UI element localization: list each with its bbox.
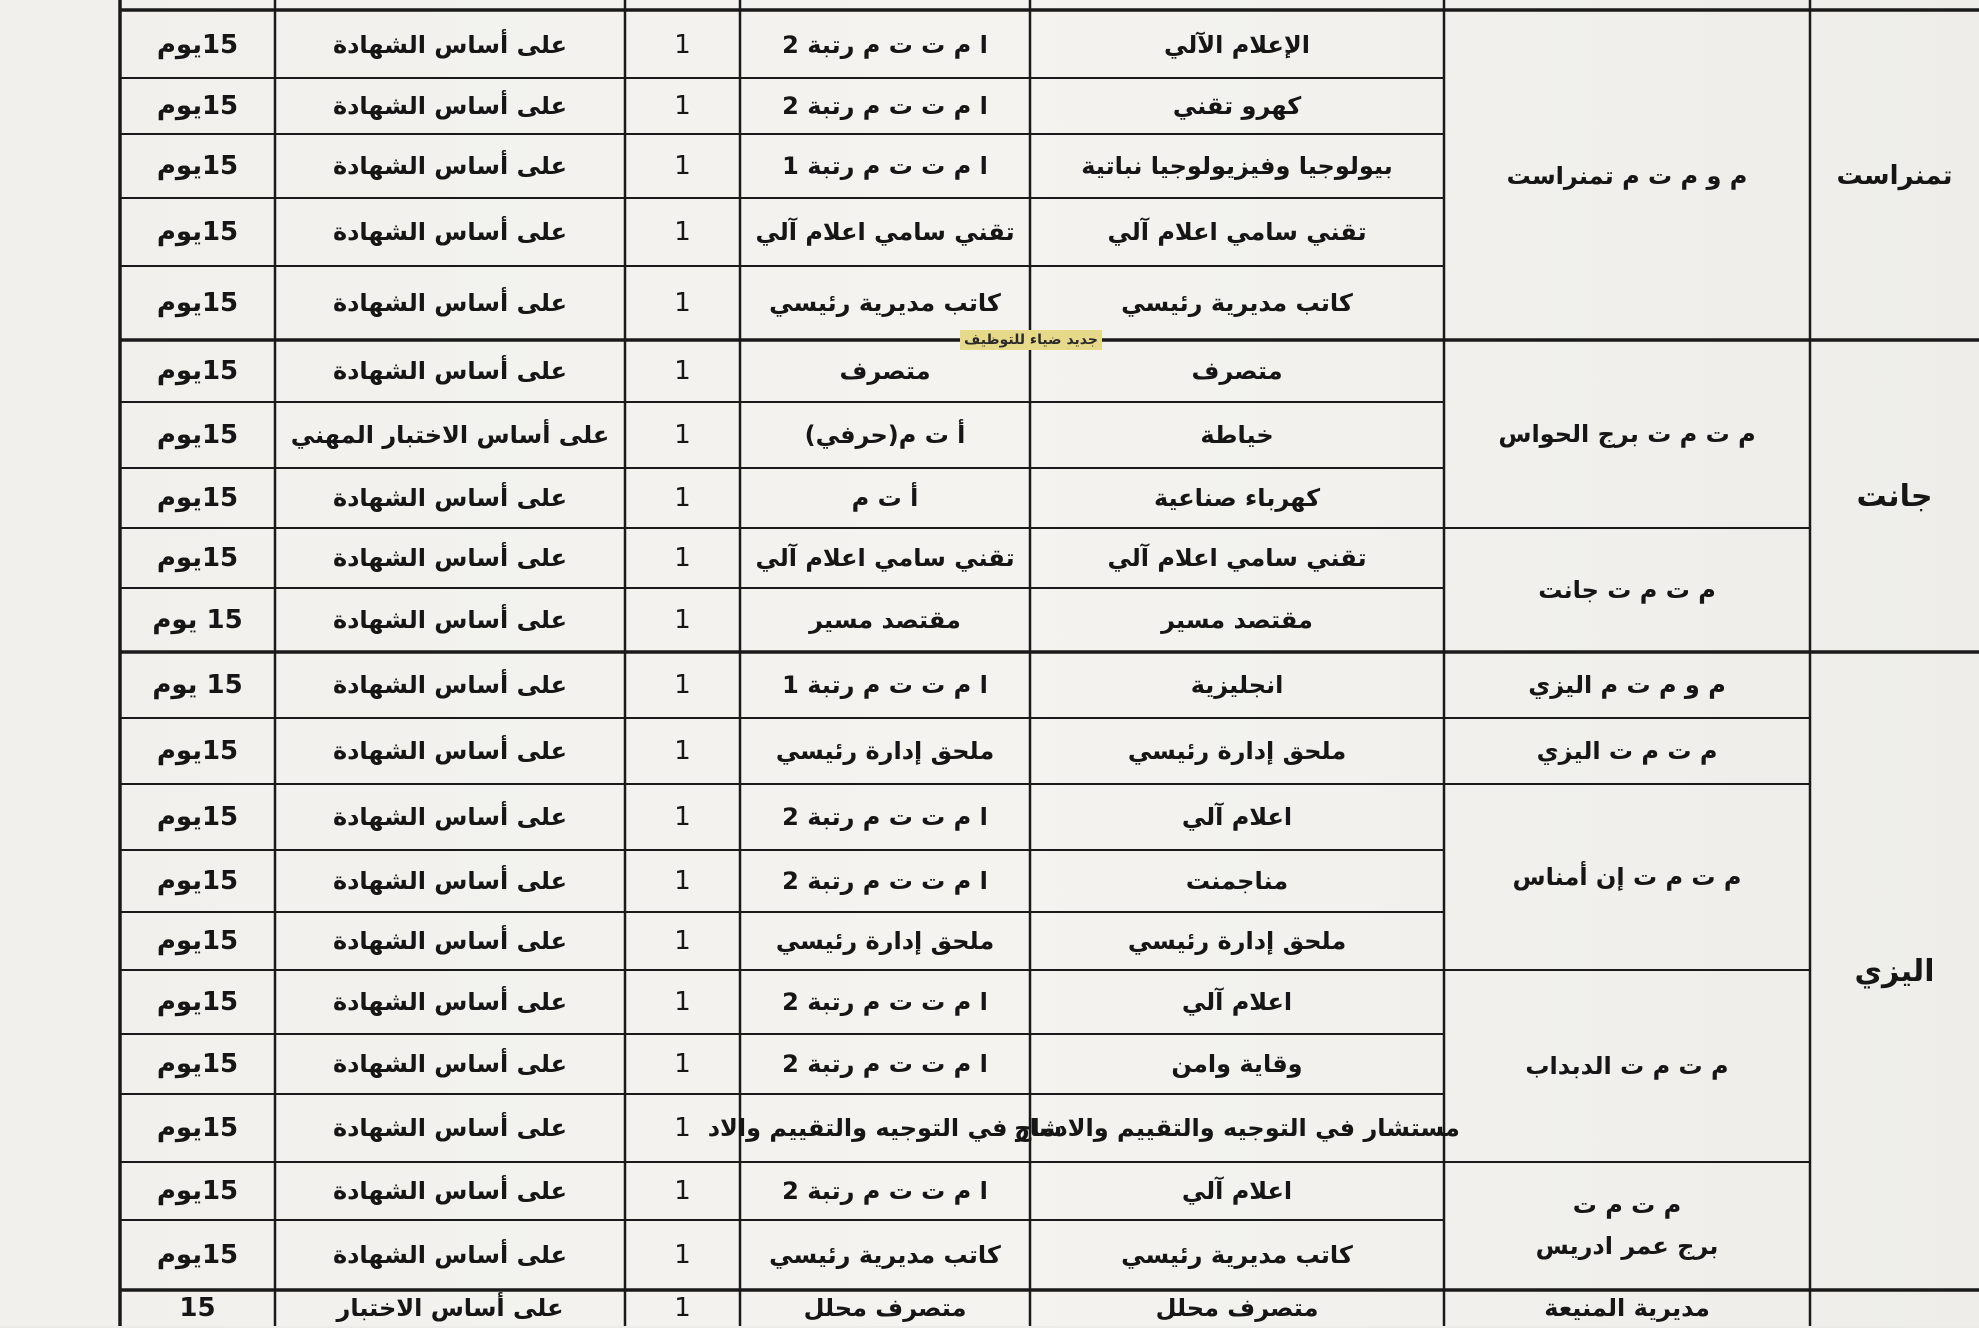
institution-cell: م و م ت م اليزي [1528,670,1726,699]
recruitment-mode-cell: على أساس الشهادة [332,218,568,246]
recruitment-mode-cell: على أساس الشهادة [332,31,568,59]
recruitment-mode-cell: على أساس الشهادة [332,357,568,385]
specialty-cell: كاتب مديرية رئيسي [1121,289,1353,317]
recruitment-mode-cell: على أساس الشهادة [332,867,568,895]
recruitment-mode-cell: على أساس الشهادة [332,927,568,955]
post-count-cell: 1 [674,356,691,386]
duration-cell: 15يوم [156,356,239,386]
institution-cell: م و م ت م تمنراست [1506,161,1748,190]
specialty-cell: اعلام آلي [1181,988,1293,1016]
specialty-cell: كهرو تقني [1172,92,1302,120]
specialty-cell: مناجمنت [1185,867,1289,895]
grade-cell: ا م ت ت م رتبة 2 [782,1050,988,1078]
specialty-cell: كاتب مديرية رئيسي [1121,1241,1353,1269]
specialty-cell: الإعلام الآلي [1163,31,1311,59]
recruitment-mode-cell: على أساس الشهادة [332,737,568,765]
specialty-cell: متصرف [1191,357,1283,385]
duration-cell: 15يوم [156,217,239,247]
grade-cell: ا م ت ت م رتبة 1 [782,671,988,699]
post-count-cell: 1 [674,91,691,121]
post-count-cell: 1 [674,736,691,766]
grade-cell: تقني سامي اعلام آلي [755,544,1015,572]
grade-cell: ا م ت ت م رتبة 2 [782,803,988,831]
institution-cell: م ت م ت الدبداب [1525,1051,1729,1080]
institution-cell: م ت م ت برج الحواس [1498,419,1756,448]
duration-cell: 15 [179,1293,216,1323]
grade-cell: مقتصد مسير [809,606,961,634]
city-cell: جانت [1856,478,1933,514]
duration-cell: 15يوم [156,151,239,181]
recruitment-mode-cell: على أساس الشهادة [332,1050,568,1078]
post-count-cell: 1 [674,802,691,832]
recruitment-mode-cell: على أساس الشهادة [332,92,568,120]
post-count-cell: 1 [674,866,691,896]
post-count-cell: 1 [674,605,691,635]
post-count-cell: 1 [674,1293,691,1323]
recruitment-mode-cell: على أساس الشهادة [332,988,568,1016]
grade-cell: ملحق إدارة رئيسي [775,737,995,765]
specialty-cell: ملحق إدارة رئيسي [1127,737,1347,765]
post-count-cell: 1 [674,543,691,573]
specialty-cell: تقني سامي اعلام آلي [1107,218,1367,246]
grade-cell: متصرف [839,357,931,385]
duration-cell: 15يوم [156,1240,239,1270]
specialty-cell: وقاية وامن [1171,1050,1303,1078]
duration-cell: 15يوم [156,1049,239,1079]
recruitment-mode-cell: على أساس الشهادة [332,671,568,699]
post-count-cell: 1 [674,1049,691,1079]
post-count-cell: 1 [674,151,691,181]
specialty-cell: خياطة [1200,421,1274,449]
watermark-label: جديد ضياء للتوظيف [960,330,1102,350]
grade-cell: أ ت م(حرفي) [804,421,966,449]
recruitment-mode-cell: على أساس الشهادة [332,1114,568,1142]
specialty-cell: بيولوجيا وفيزيولوجيا نباتية [1081,152,1393,180]
grade-cell: ا م ت ت م رتبة 2 [782,988,988,1016]
duration-cell: 15 يوم [152,670,243,700]
grade-cell: تقني سامي اعلام آلي [755,218,1015,246]
duration-cell: 15يوم [156,926,239,956]
post-count-cell: 1 [674,926,691,956]
duration-cell: 15يوم [156,987,239,1017]
grade-cell: ا م ت ت م رتبة 2 [782,867,988,895]
duration-cell: 15يوم [156,483,239,513]
specialty-cell: تقني سامي اعلام آلي [1107,544,1367,572]
post-count-cell: 1 [674,1113,691,1143]
post-count-cell: 1 [674,1176,691,1206]
recruitment-mode-cell: على أساس الشهادة [332,289,568,317]
city-cell: تمنراست [1836,161,1953,191]
post-count-cell: 1 [674,420,691,450]
specialty-cell: كهرباء صناعية [1153,484,1321,512]
duration-cell: 15يوم [156,1176,239,1206]
duration-cell: 15يوم [156,91,239,121]
duration-cell: 15 يوم [152,605,243,635]
institution-cell: م ت م ت جانت [1538,575,1716,604]
grade-cell: متصرف محلل [803,1294,967,1322]
duration-cell: 15يوم [156,30,239,60]
recruitment-mode-cell: على أساس الشهادة [332,803,568,831]
recruitment-mode-cell: على أساس الشهادة [332,484,568,512]
grade-cell: أ ت م [851,484,919,512]
specialty-cell: مقتصد مسير [1161,606,1313,634]
recruitment-mode-cell: على أساس الشهادة [332,606,568,634]
duration-cell: 15يوم [156,420,239,450]
specialty-cell: انجليزية [1190,671,1284,699]
grade-cell: ملحق إدارة رئيسي [775,927,995,955]
post-count-cell: 1 [674,288,691,318]
recruitment-mode-cell: على أساس الشهادة [332,1241,568,1269]
duration-cell: 15يوم [156,802,239,832]
recruitment-mode-cell: على أساس الاختبار [336,1294,564,1322]
duration-cell: 15يوم [156,543,239,573]
post-count-cell: 1 [674,1240,691,1270]
institution-cell: م ت م ت اليزي [1536,736,1718,765]
specialty-cell: اعلام آلي [1181,803,1293,831]
post-count-cell: 1 [674,670,691,700]
post-count-cell: 1 [674,483,691,513]
grade-cell: كاتب مديرية رئيسي [769,289,1001,317]
grade-cell: ا م ت ت م رتبة 2 [782,1177,988,1205]
specialty-cell: ملحق إدارة رئيسي [1127,927,1347,955]
recruitment-mode-cell: على أساس الشهادة [332,544,568,572]
grade-cell: كاتب مديرية رئيسي [769,1241,1001,1269]
duration-cell: 15يوم [156,866,239,896]
recruitment-mode-cell: على أساس الاختبار المهني [290,421,610,449]
institution-cell: م ت م ت إن أمناس [1512,862,1742,891]
grade-cell: ا م ت ت م رتبة 2 [782,92,988,120]
recruitment-mode-cell: على أساس الشهادة [332,152,568,180]
post-count-cell: 1 [674,217,691,247]
duration-cell: 15يوم [156,736,239,766]
specialty-cell: مستشار في التوجيه والتقييم والادماج [1014,1114,1460,1142]
specialty-cell: اعلام آلي [1181,1177,1293,1205]
duration-cell: 15يوم [156,288,239,318]
city-cell: اليزي [1854,953,1935,989]
institution-cell: مديرية المنيعة [1544,1293,1710,1322]
post-count-cell: 1 [674,30,691,60]
grade-cell: ا م ت ت م رتبة 1 [782,152,988,180]
recruitment-mode-cell: على أساس الشهادة [332,1177,568,1205]
post-count-cell: 1 [674,987,691,1017]
duration-cell: 15يوم [156,1113,239,1143]
grade-cell: ا م ت ت م رتبة 2 [782,31,988,59]
institution-cell: م ت م ت برج عمر ادريس [1535,1191,1719,1260]
specialty-cell: متصرف محلل [1155,1294,1319,1322]
grade-cell: شار في التوجيه والتقييم والاد [707,1114,1063,1142]
